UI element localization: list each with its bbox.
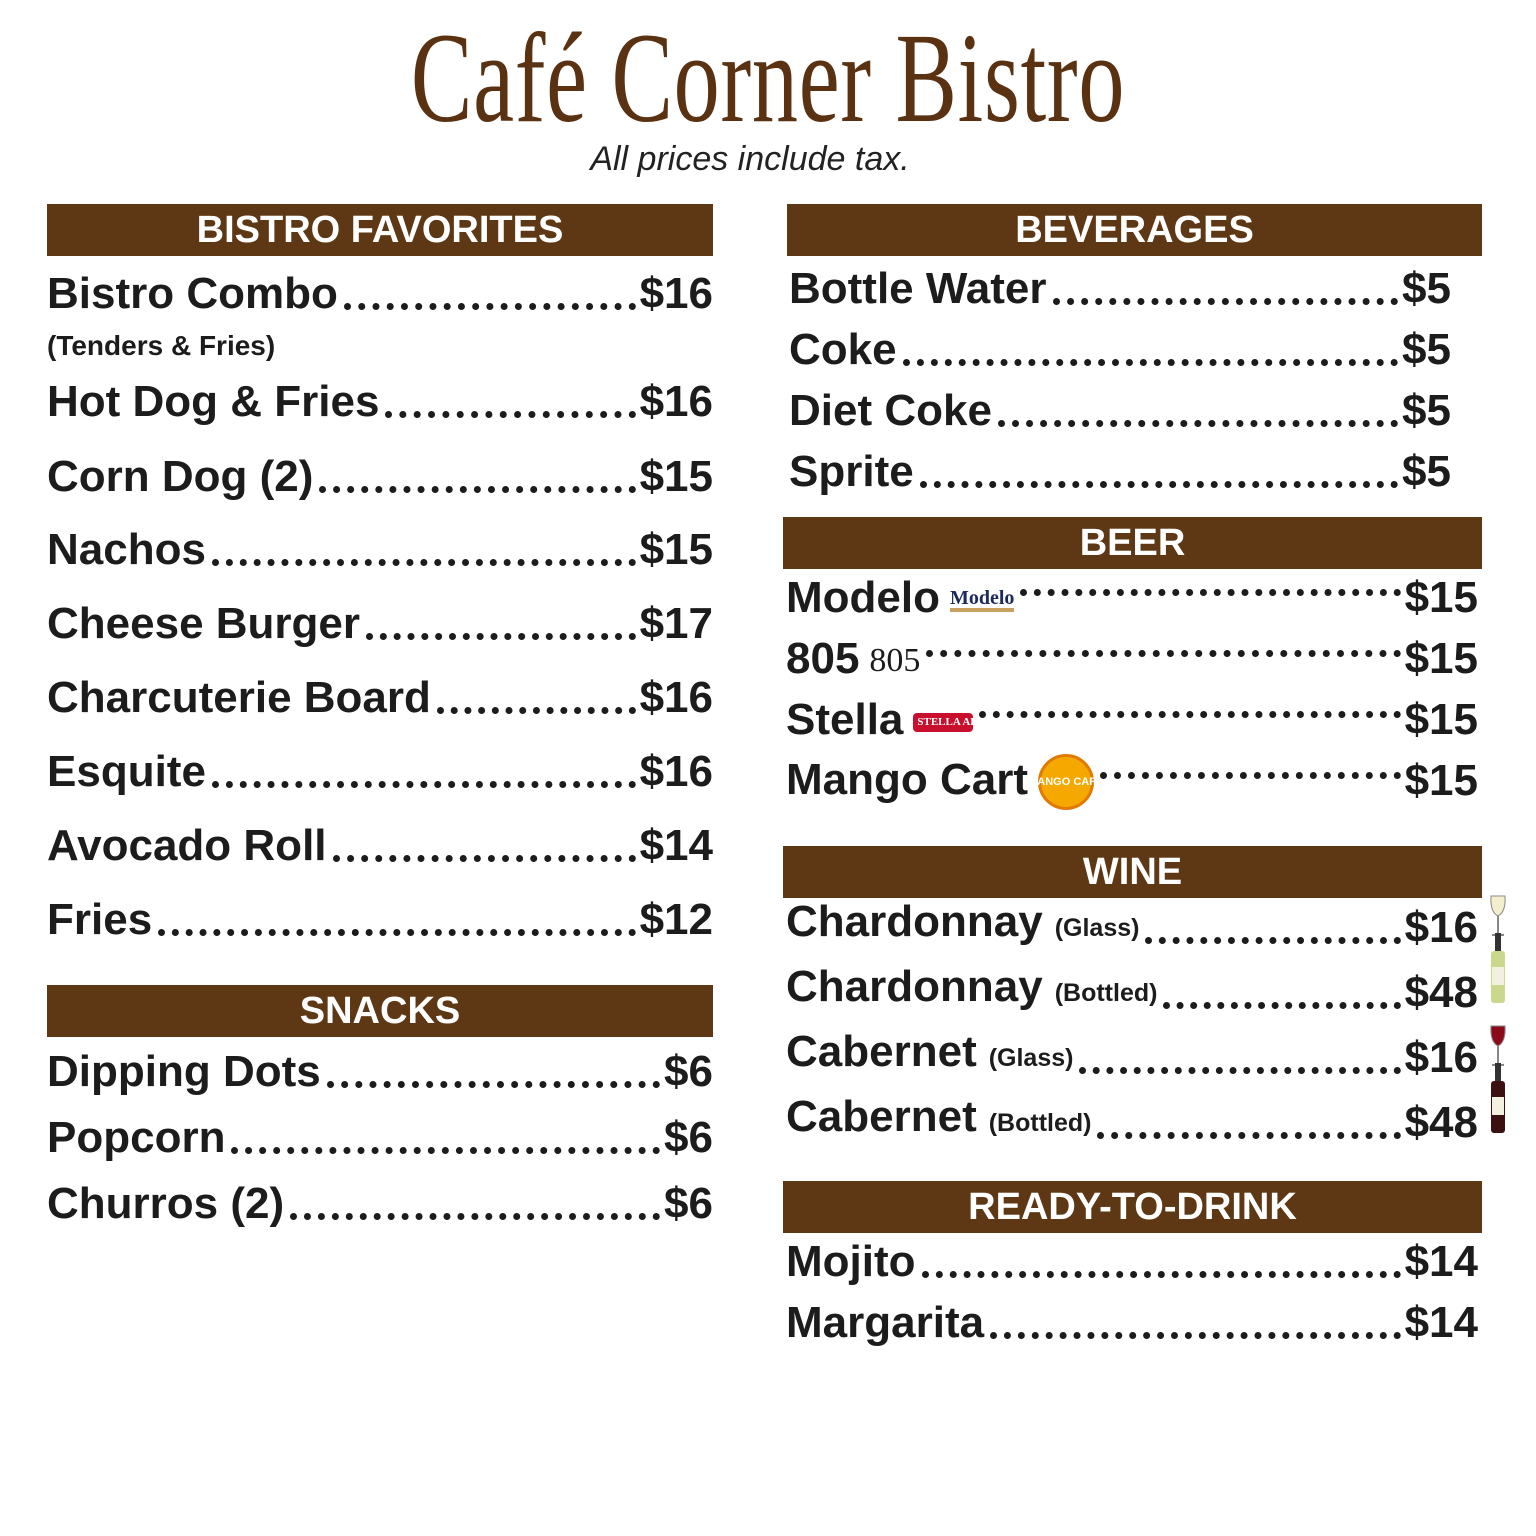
item-price: $16 bbox=[639, 269, 713, 318]
dot-leader bbox=[920, 481, 1398, 488]
item-name: Cabernet (Glass) bbox=[786, 1027, 1074, 1076]
item-price: $12 bbox=[639, 895, 713, 944]
dot-leader bbox=[385, 411, 635, 418]
menu-item bbox=[789, 261, 1451, 317]
dot-leader bbox=[212, 781, 636, 788]
item-price: $15 bbox=[1404, 634, 1478, 683]
section-header-rtd: READY-TO-DRINK bbox=[783, 1181, 1482, 1233]
item-price: $6 bbox=[664, 1047, 713, 1096]
menu-item bbox=[786, 631, 1478, 687]
item-name: Corn Dog (2) bbox=[47, 452, 314, 501]
menu-item bbox=[47, 892, 713, 948]
white-wine-bottle-icon bbox=[1488, 933, 1508, 1017]
brand-logo-805: 805 bbox=[869, 642, 921, 680]
menu-item bbox=[47, 596, 713, 652]
dot-leader bbox=[1053, 298, 1399, 305]
menu-item bbox=[786, 692, 1478, 748]
dot-leader bbox=[1079, 1067, 1400, 1074]
section-header-wine: WINE bbox=[783, 846, 1482, 898]
dot-leader bbox=[158, 929, 635, 936]
dot-leader bbox=[1020, 589, 1400, 596]
item-price: $48 bbox=[1404, 968, 1478, 1017]
item-price: $14 bbox=[639, 821, 713, 870]
item-price: $15 bbox=[639, 525, 713, 574]
item-price: $16 bbox=[639, 747, 713, 796]
item-name: Avocado Roll bbox=[47, 821, 327, 870]
item-name: Dipping Dots bbox=[47, 1047, 321, 1096]
menu-item bbox=[47, 1044, 713, 1100]
dot-leader bbox=[231, 1147, 660, 1154]
item-price: $15 bbox=[1404, 695, 1478, 744]
dot-leader bbox=[990, 1332, 1401, 1339]
dot-leader bbox=[366, 633, 636, 640]
section-header-beer: BEER bbox=[783, 517, 1482, 569]
menu-item bbox=[47, 522, 713, 578]
item-price: $16 bbox=[1404, 903, 1478, 952]
item-price: $16 bbox=[639, 377, 713, 426]
item-name: Churros (2) bbox=[47, 1179, 285, 1228]
item-name: Bottle Water bbox=[789, 264, 1047, 313]
item-name: Cheese Burger bbox=[47, 599, 361, 648]
dot-leader bbox=[344, 303, 636, 310]
item-price: $14 bbox=[1404, 1237, 1478, 1286]
dot-leader bbox=[212, 559, 636, 566]
dot-leader bbox=[922, 1271, 1401, 1278]
item-price: $15 bbox=[1404, 756, 1478, 805]
dot-leader bbox=[437, 707, 636, 714]
brand-logo-stella-artois: STELLA ARTOIS bbox=[913, 713, 973, 732]
dot-leader bbox=[1145, 937, 1400, 944]
item-note: (Glass) bbox=[1054, 914, 1140, 942]
dot-leader bbox=[998, 420, 1398, 427]
item-name: Modelo Modelo bbox=[786, 573, 1015, 622]
menu-item bbox=[786, 1234, 1478, 1290]
menu-item bbox=[786, 570, 1478, 626]
item-price: $5 bbox=[1402, 264, 1451, 313]
item-name: Sprite bbox=[789, 447, 914, 496]
brand-logo-mango-cart: MANGO CART bbox=[1038, 754, 1094, 810]
dot-leader bbox=[926, 650, 1400, 657]
dot-leader bbox=[979, 711, 1400, 718]
menu-item bbox=[47, 374, 713, 430]
dot-leader bbox=[1163, 1002, 1400, 1009]
menu-item bbox=[789, 444, 1451, 500]
menu-item bbox=[47, 1176, 713, 1232]
item-name: Mango CartMANGO CART bbox=[786, 752, 1094, 810]
item-price: $48 bbox=[1404, 1098, 1478, 1147]
menu-item bbox=[47, 449, 713, 505]
menu-item bbox=[786, 897, 1478, 956]
menu-item bbox=[786, 1092, 1478, 1151]
section-header-beverages: BEVERAGES bbox=[787, 204, 1482, 256]
item-price: $16 bbox=[639, 673, 713, 722]
menu-item bbox=[786, 1027, 1478, 1086]
section-header-snacks: SNACKS bbox=[47, 985, 713, 1037]
item-price: $5 bbox=[1402, 386, 1451, 435]
item-name: Chardonnay (Glass) bbox=[786, 897, 1140, 946]
menu-item bbox=[789, 383, 1451, 439]
item-price: $17 bbox=[639, 599, 713, 648]
menu-item bbox=[47, 1110, 713, 1166]
item-name: Bistro Combo bbox=[47, 269, 338, 318]
menu-item bbox=[47, 670, 713, 726]
item-price: $5 bbox=[1402, 447, 1451, 496]
item-name: Diet Coke bbox=[789, 386, 992, 435]
dot-leader bbox=[903, 359, 1398, 366]
brand-logo-modelo: Modelo bbox=[950, 588, 1014, 612]
item-price: $15 bbox=[1404, 573, 1478, 622]
menu-item bbox=[47, 744, 713, 800]
dot-leader bbox=[1100, 772, 1401, 779]
item-name: Chardonnay (Bottled) bbox=[786, 962, 1158, 1011]
item-note: (Bottled) bbox=[988, 1109, 1092, 1137]
dot-leader bbox=[290, 1213, 660, 1220]
red-wine-bottle-icon bbox=[1488, 1063, 1508, 1147]
dot-leader bbox=[319, 486, 635, 493]
item-name: Nachos bbox=[47, 525, 206, 574]
item-name: Esquite bbox=[47, 747, 206, 796]
menu-item bbox=[47, 818, 713, 874]
item-name: 805 805 bbox=[786, 634, 921, 683]
item-name: Cabernet (Bottled) bbox=[786, 1092, 1092, 1141]
item-price: $6 bbox=[664, 1113, 713, 1162]
dot-leader bbox=[1097, 1132, 1400, 1139]
menu-item bbox=[789, 322, 1451, 378]
item-name: Charcuterie Board bbox=[47, 673, 431, 722]
menu-item bbox=[786, 1295, 1478, 1351]
item-name: Stella STELLA ARTOIS bbox=[786, 695, 1004, 744]
menu-title: Café Corner Bistro bbox=[410, 7, 1126, 149]
item-price: $14 bbox=[1404, 1298, 1478, 1347]
item-name: Mojito bbox=[786, 1237, 916, 1286]
item-name: Fries bbox=[47, 895, 153, 944]
item-price: $15 bbox=[639, 452, 713, 501]
item-note: (Bottled) bbox=[1054, 979, 1158, 1007]
section-header-bistro: BISTRO FAVORITES bbox=[47, 204, 713, 256]
item-name: Coke bbox=[789, 325, 897, 374]
item-name: Popcorn bbox=[47, 1113, 226, 1162]
item-name: Hot Dog & Fries bbox=[47, 377, 380, 426]
menu-item bbox=[786, 962, 1478, 1021]
item-price: $16 bbox=[1404, 1033, 1478, 1082]
item-price: $6 bbox=[664, 1179, 713, 1228]
dot-leader bbox=[327, 1081, 660, 1088]
menu-item bbox=[47, 266, 713, 322]
item-name: Margarita bbox=[786, 1298, 985, 1347]
item-description: (Tenders & Fries) bbox=[47, 330, 276, 361]
item-note: (Glass) bbox=[988, 1044, 1074, 1072]
dot-leader bbox=[333, 855, 636, 862]
menu-subtitle: All prices include tax. bbox=[590, 140, 910, 178]
item-price: $5 bbox=[1402, 325, 1451, 374]
menu-item bbox=[786, 753, 1478, 809]
